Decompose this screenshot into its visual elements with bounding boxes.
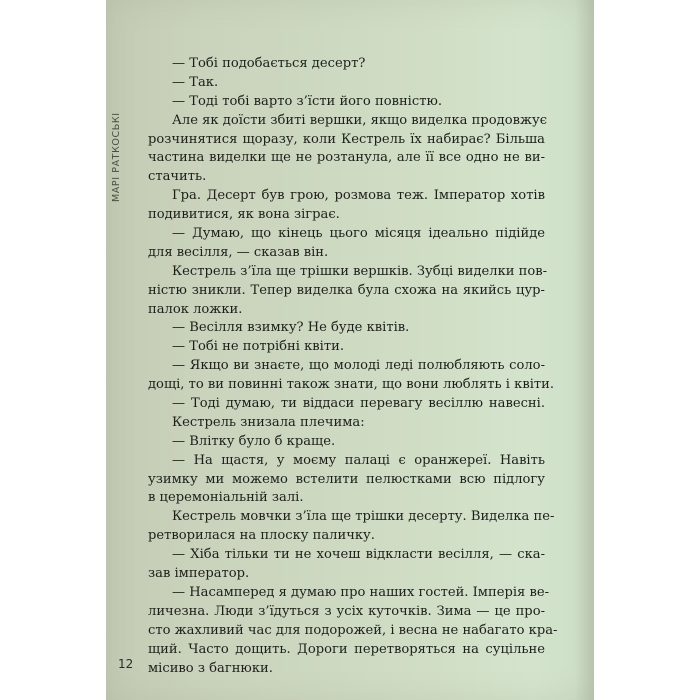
text-line: ністю зникли. Тепер виделка була схожа на якийсь цур- xyxy=(148,282,545,298)
text-line: частина виделки ще не розтанула, але її все одно не ви- xyxy=(148,150,545,166)
body-text xyxy=(148,55,558,678)
text-line: щий. Часто дощить. Дороги перетворяться на суцільне xyxy=(148,641,545,657)
text-line: узимку ми можемо встелити пелюстками всю підлогу xyxy=(148,471,545,487)
text-line: зав імператор. xyxy=(148,566,250,582)
text-line: — На щастя, у моєму палаці є оранжереї. Навіть xyxy=(172,452,545,468)
text-line: личезна. Люди з’їдуться з усіх куточків. Зима — це про- xyxy=(148,603,545,619)
text-line: стачить. xyxy=(148,169,207,185)
text-line: — Тобі не потрібні квіти. xyxy=(172,339,345,355)
text-line: Кестрель знизала плечима: xyxy=(172,414,365,430)
text-line: Гра. Десерт був грою, розмова теж. Імператор хотів xyxy=(172,188,545,204)
text-line: — Тобі подобається десерт? xyxy=(172,56,366,71)
text-line: місиво з багнюки. xyxy=(148,660,273,676)
page-number: 12 xyxy=(118,657,134,671)
text-line: ретворилася на плоску паличку. xyxy=(148,528,375,544)
text-line: — Тоді тобі варто з’їсти його повністю. xyxy=(172,93,443,109)
text-line: сто жахливий час для подорожей, і весна не набагато кра- xyxy=(148,622,558,638)
text-line: подивитися, як вона зіграє. xyxy=(148,207,340,223)
text-line: Кестрель з’їла ще трішки вершків. Зубці виделки пов- xyxy=(172,263,548,279)
text-line: — Думаю, що кінець цього місяця ідеально підійде xyxy=(172,226,545,242)
text-line: для весілля, — сказав він. xyxy=(148,244,329,260)
text-line: — Так. xyxy=(172,74,219,90)
text-line: — Влітку було б краще. xyxy=(172,433,336,449)
text-line: палок ложки. xyxy=(148,301,243,317)
text-line: — Весілля взимку? Не буде квітів. xyxy=(172,320,410,336)
text-line: дощі, то ви повинні також знати, що вони люблять і квіти. xyxy=(148,377,555,393)
text-line: Кестрель мовчки з’їла ще трішки десерту. Виделка пе- xyxy=(172,509,555,525)
text-line: розчинятися щоразу, коли Кестрель їх набирає? Більша xyxy=(148,131,545,147)
text-line: — Насамперед я думаю про наших гостей. Імперія ве- xyxy=(172,584,550,600)
text-line: Але як доїсти збиті вершки, якщо виделка продовжує xyxy=(172,112,548,128)
text-line: в церемоніальній залі. xyxy=(148,490,304,506)
text-line: — Якщо ви знаєте, що молоді леді полюбляють соло- xyxy=(172,358,545,374)
text-line: — Хіба тільки ти не хочеш відкласти весілля, — ска- xyxy=(172,547,545,563)
text-line: — Тоді думаю, ти віддаси перевагу весіллю навесні. xyxy=(172,396,545,412)
running-head-author: МАРІ РАТКОСЬКІ xyxy=(111,112,122,202)
